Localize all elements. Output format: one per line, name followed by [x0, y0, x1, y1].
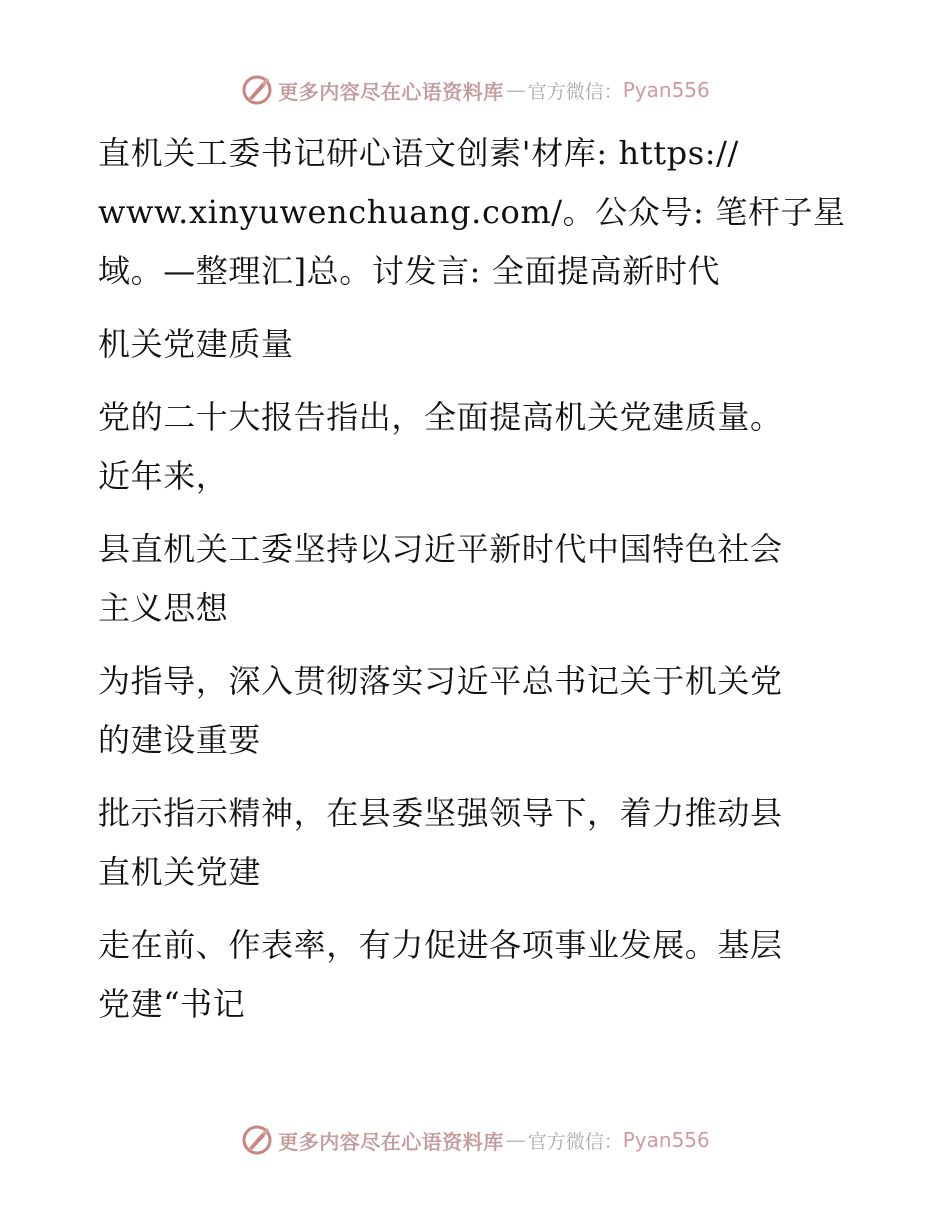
text-line: www.xinyuwenchuang.com/。公众号: 笔杆子星 — [98, 193, 846, 231]
watermark-dash: — — [505, 1128, 526, 1152]
watermark-sub: 官方微信： — [527, 1130, 623, 1153]
text-line: 走在前、作表率，有力促进各项事业发展。基层 — [98, 926, 783, 964]
text-line: 主义思想 — [98, 589, 229, 627]
watermark-handle: Pyan556 — [622, 78, 710, 102]
paragraph — [98, 652, 838, 770]
text-line: 直机关党建 — [98, 853, 262, 891]
quill-logo-icon — [240, 73, 274, 107]
footer-watermark — [0, 1122, 950, 1158]
quill-logo-icon — [240, 1123, 274, 1157]
paragraph — [98, 388, 838, 506]
watermark-dash: — — [505, 78, 526, 102]
watermark-handle: Pyan556 — [622, 1128, 710, 1152]
text-line: 机关党建质量 — [98, 325, 294, 363]
text-line: 县直机关工委坚持以习近平新时代中国特色社会 — [98, 530, 783, 568]
watermark-sub: 官方微信： — [527, 80, 623, 103]
header-watermark — [0, 72, 950, 108]
text-line: 党建“书记 — [98, 985, 246, 1023]
watermark-main: 更多内容尽在心语资料库 — [278, 79, 504, 104]
text-line: 直机关工委书记研心语文创素'材库: https:// — [98, 134, 739, 172]
paragraph — [98, 520, 838, 638]
paragraph — [98, 315, 838, 374]
watermark-main: 更多内容尽在心语资料库 — [278, 1129, 504, 1154]
text-line: 域。—整理汇]总。讨发言: 全面提高新时代 — [98, 252, 721, 290]
text-line: 为指导，深入贯彻落实习近平总书记关于机关党 — [98, 662, 783, 700]
paragraph — [98, 124, 846, 301]
text-line: 的建设重要 — [98, 721, 262, 759]
paragraph — [98, 784, 838, 902]
document-body — [98, 124, 846, 1034]
text-line: 批示指示精神，在县委坚强领导下，着力推动县 — [98, 794, 783, 832]
text-line: 近年来， — [98, 457, 229, 495]
text-line: 党的二十大报告指出，全面提高机关党建质量。 — [98, 398, 783, 436]
paragraph — [98, 916, 838, 1034]
